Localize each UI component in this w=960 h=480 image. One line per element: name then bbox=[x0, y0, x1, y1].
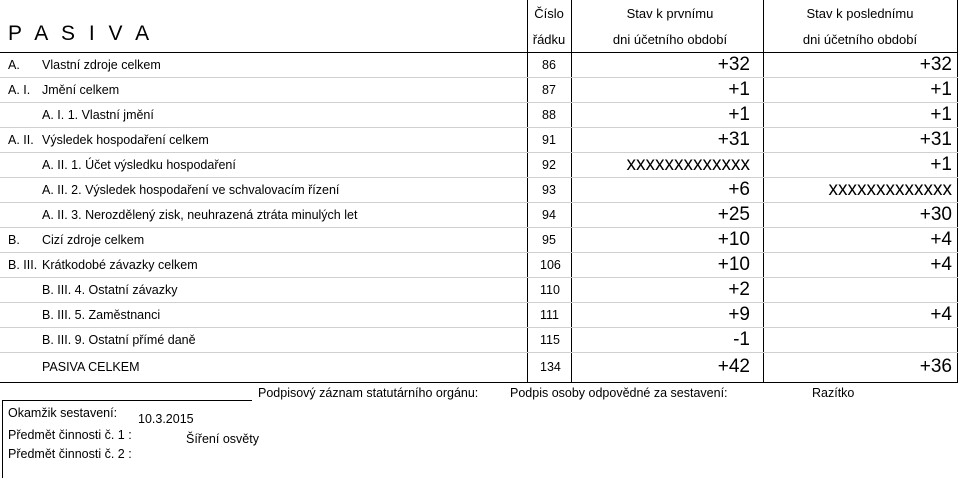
row-first-value: +1 bbox=[728, 79, 750, 100]
row-label: A. II. 3. Nerozdělený zisk, neuhrazená ztráta minulých let bbox=[42, 208, 358, 222]
header-last-day-top: Stav k poslednímu bbox=[806, 6, 914, 21]
row-code: B. III. bbox=[8, 258, 38, 272]
row-first-value: +9 bbox=[728, 304, 750, 325]
row-separator bbox=[0, 327, 958, 328]
row-first-value: +2 bbox=[728, 279, 750, 300]
activity-2-label: Předmět činnosti č. 2 : bbox=[8, 447, 132, 461]
row-first-value: +6 bbox=[728, 179, 750, 200]
row-line-number: 88 bbox=[542, 108, 556, 122]
row-last-value: +30 bbox=[919, 204, 952, 225]
header-line-number-bottom: řádku bbox=[532, 32, 566, 47]
row-first-value: +25 bbox=[717, 204, 750, 225]
footer-box-line bbox=[2, 400, 3, 478]
row-separator bbox=[0, 77, 958, 78]
row-last-value: +4 bbox=[930, 229, 952, 250]
row-line-number: 106 bbox=[540, 258, 561, 272]
row-line-number: 111 bbox=[540, 308, 560, 322]
header-first-day-bottom: dni účetního období bbox=[612, 32, 728, 47]
row-first-value: +10 bbox=[717, 229, 750, 250]
grid-line bbox=[763, 0, 764, 382]
row-separator bbox=[0, 102, 958, 103]
row-last-value: +32 bbox=[919, 54, 952, 75]
row-last-value: xxxxxxxxxxxxx bbox=[828, 179, 952, 200]
grid-line bbox=[957, 0, 958, 382]
row-first-value: +1 bbox=[728, 104, 750, 125]
prepared-date-label: Okamžik sestavení: bbox=[8, 406, 118, 420]
row-line-number: 94 bbox=[542, 208, 556, 222]
row-line-number: 115 bbox=[540, 333, 560, 347]
row-line-number: 93 bbox=[542, 183, 556, 197]
total-last-value: +36 bbox=[919, 356, 952, 377]
row-last-value: +4 bbox=[930, 304, 952, 325]
row-line-number: 86 bbox=[542, 58, 556, 72]
row-line-number: 95 bbox=[542, 233, 556, 247]
activity-1-value: Šíření osvěty bbox=[186, 432, 259, 446]
row-line-number: 87 bbox=[542, 83, 556, 97]
row-label: Výsledek hospodaření celkem bbox=[42, 133, 209, 147]
row-code: A. bbox=[8, 58, 20, 72]
signature-preparer-label: Podpis osoby odpovědné za sestavení: bbox=[510, 386, 728, 400]
total-label: PASIVA CELKEM bbox=[42, 360, 140, 374]
row-first-value: -1 bbox=[733, 329, 750, 350]
header-line-number-top: Číslo bbox=[534, 6, 564, 21]
row-label: B. III. 9. Ostatní přímé daně bbox=[42, 333, 196, 347]
row-label: A. II. 2. Výsledek hospodaření ve schvalovacím řízení bbox=[42, 183, 340, 197]
header-first-day-top: Stav k prvnímu bbox=[626, 6, 714, 21]
row-separator bbox=[0, 152, 958, 153]
row-code: A. I. bbox=[8, 83, 31, 97]
row-label: Jmění celkem bbox=[42, 83, 120, 97]
row-label: A. I. 1. Vlastní jmění bbox=[42, 108, 154, 122]
footer-box-line bbox=[2, 400, 252, 401]
row-label: Vlastní zdroje celkem bbox=[42, 58, 161, 72]
prepared-date-value: 10.3.2015 bbox=[138, 412, 194, 426]
row-separator bbox=[0, 202, 958, 203]
row-last-value: +4 bbox=[930, 254, 952, 275]
signature-statutory-label: Podpisový záznam statutárního orgánu: bbox=[258, 386, 479, 400]
row-label: B. III. 4. Ostatní závazky bbox=[42, 283, 178, 297]
row-line-number: 110 bbox=[540, 283, 560, 297]
row-separator bbox=[0, 177, 958, 178]
grid-line bbox=[0, 52, 958, 53]
row-label: Krátkodobé závazky celkem bbox=[42, 258, 198, 272]
row-label: B. III. 5. Zaměstnanci bbox=[42, 308, 161, 322]
row-first-value: +32 bbox=[717, 54, 750, 75]
row-separator bbox=[0, 302, 958, 303]
total-first-value: +42 bbox=[717, 356, 750, 377]
row-first-value: xxxxxxxxxxxxx bbox=[626, 154, 750, 175]
row-label: Cizí zdroje celkem bbox=[42, 233, 145, 247]
row-last-value: +1 bbox=[930, 154, 952, 175]
row-last-value: +1 bbox=[930, 104, 952, 125]
row-line-number: 134 bbox=[540, 360, 561, 374]
row-line-number: 92 bbox=[542, 158, 556, 172]
stamp-label: Razítko bbox=[812, 386, 855, 400]
row-last-value: +1 bbox=[930, 79, 952, 100]
grid-line bbox=[0, 382, 958, 383]
row-first-value: +10 bbox=[717, 254, 750, 275]
row-separator bbox=[0, 352, 958, 353]
grid-line bbox=[527, 0, 528, 382]
row-last-value: +31 bbox=[919, 129, 952, 150]
grid-line bbox=[571, 0, 572, 382]
row-separator bbox=[0, 252, 958, 253]
row-separator bbox=[0, 127, 958, 128]
row-code: B. bbox=[8, 233, 20, 247]
row-separator bbox=[0, 277, 958, 278]
row-label: A. II. 1. Účet výsledku hospodaření bbox=[42, 158, 236, 172]
row-code: A. II. bbox=[8, 133, 34, 147]
activity-1-label: Předmět činnosti č. 1 : bbox=[8, 428, 132, 442]
row-separator bbox=[0, 227, 958, 228]
row-line-number: 91 bbox=[542, 133, 556, 147]
row-first-value: +31 bbox=[717, 129, 750, 150]
header-last-day-bottom: dni účetního období bbox=[802, 32, 918, 47]
page-title: P A S I V A bbox=[8, 22, 154, 45]
